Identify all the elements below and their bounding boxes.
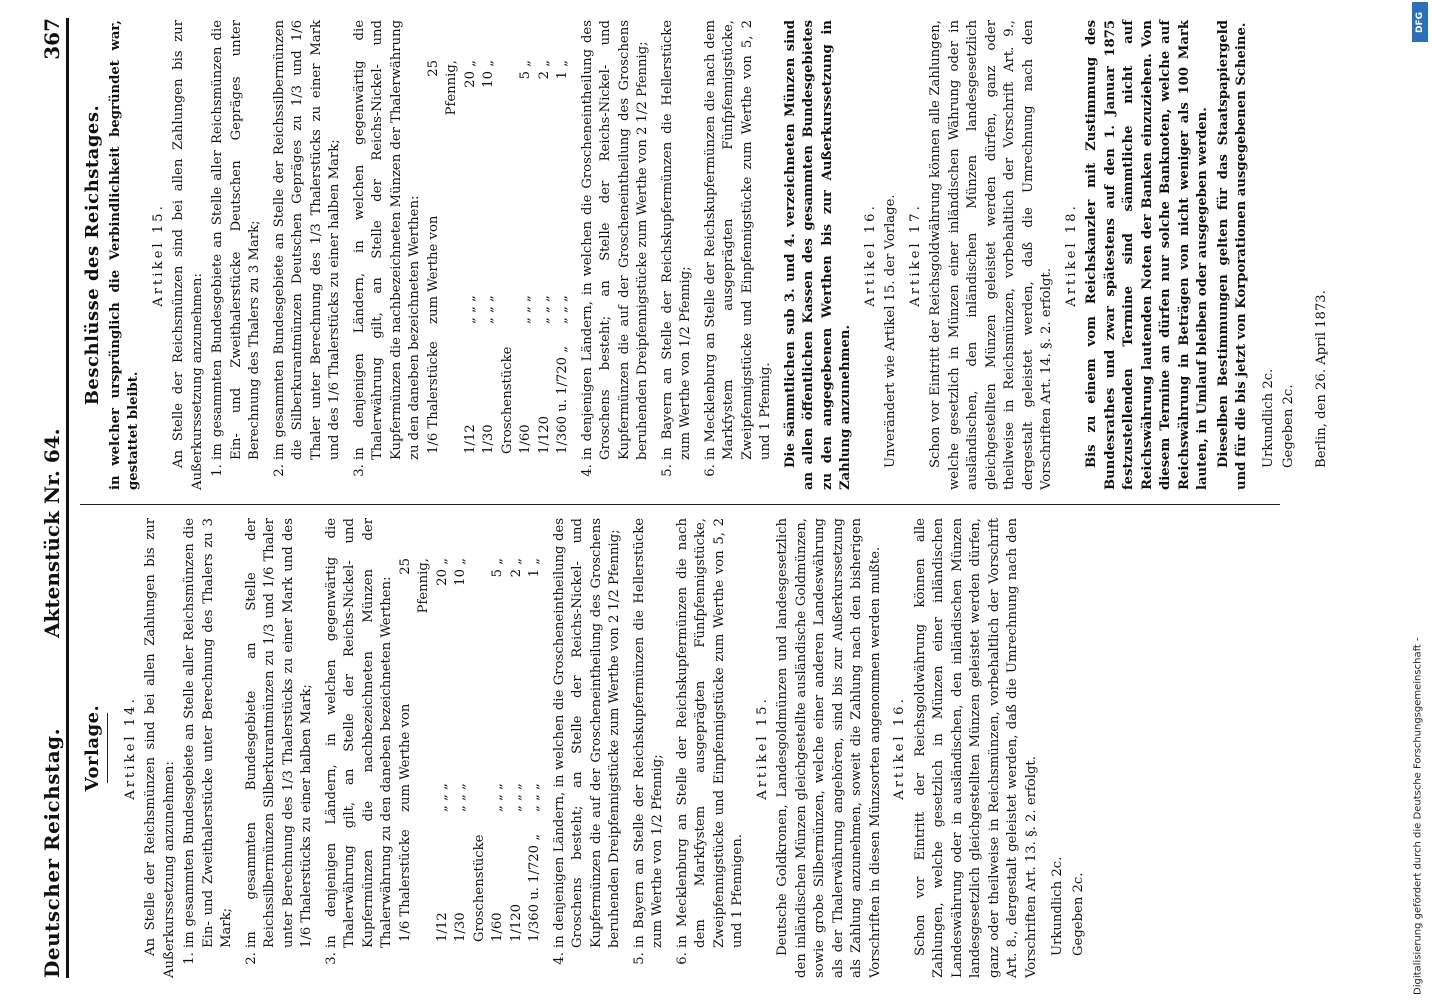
list-item: 4. in denjenigen Ländern, in welchen die Groscheneintheilung des Groschens besteht; an Stelle der Reichs-Nickel- und Kupfermünzen die auf der Groscheneintheilung des Groschens beruhenden Dreipfennigstücke zum Werthe von 2 1/2 Pfennig; (579, 20, 653, 460)
right-column-title: Beschlüsse des Reichstages. (82, 104, 103, 406)
dfg-logo-badge: DFG (1412, 2, 1428, 42)
list-item-text: in denjenigen Ländern, in welchen gegenwärtig die Thalerwährung gilt, an Stelle der Reichs-Nickel- und Kupfermünzen die nachbezeichneten Münzen der Thalerwährung zu den daneben bezeichneten Werthen: (351, 19, 422, 460)
article-text: Bis zu einem vom Reichskanzler mit Zustimmung des Bundesrathes und zwar spätestens auf den 1. Januar 1875 festzustellenden Termine sind sämmtliche nicht auf Reichswährung lautenden Noten der Banken einzuziehen. Von diesem Termine an dürfen nur solche Banknoten, welche auf Reichswährung in Beträgen von nicht weniger als 100 Mark lauten, in Umlauf bleiben oder ausgegeben werden. (1084, 20, 1210, 490)
list-item: 2. im gesammten Bundesgebiete an Stelle der Reichssilbermünzen Silberkurantmünzen zu 1/3 und 1/6 Thaler unter Berechnung des 1/3 Thalerstücks zu einer Mark und des 1/6 Thalerstücks zu einer halben Mark; (243, 518, 317, 948)
coin-row: 1/60 „ „ „ 5 „ (518, 60, 533, 454)
article-heading: Artikel 15. (150, 203, 166, 307)
title-rule (107, 713, 108, 783)
article-text: Schon vor Eintritt der Reichsgoldwährung können alle Zahlungen, welche gesetzlich in Münzen einer inländischen Währung oder in ausländischen, den inländischen Münzen landesgesetzlich gleichgestellten Münzen geleistet werden dürfen, ganz oder theilweise in Reichsmünzen, vorbehaltlich der Vorschrift Art. 9., dergestalt geleistet werden, daß die Umrechnung nach den Vorschriften Art. 14. §. 2. erfolgt. (928, 20, 1054, 490)
list-item: 6. in Mecklenburg an Stelle der Reichskupfermünzen die nach dem Markfystem ausgeprägten Fünfpfennigstücke, Zweipfennigstücke und Einpfennigstücke zum Werthe von 5, 2 und 1 Pfennig. (702, 20, 776, 460)
coin-row: 1/120 „ „ „ 2 „ (536, 60, 552, 454)
coin-row: 1/60 „ „ „ 5 „ (490, 558, 505, 942)
coin-row: 1/360 u. 1/720 „ „ „ „ 1 „ (527, 558, 542, 942)
article-heading: Artikel 16. (862, 203, 878, 307)
coin-row: 1/30 Groschenstücke „ „ „ 10 „ (453, 558, 487, 942)
page-header (40, 18, 69, 978)
list-item (351, 20, 573, 460)
coin-row: 1/120 „ „ „ 2 „ (508, 558, 524, 942)
urkundlich-line: Urkundlich 2c. (1050, 856, 1065, 956)
coin-row: 1/6 Thalerstücke zum Werthe von 25 Pfennig, (397, 558, 431, 942)
article-text: Unverändert wie Artikel 15. der Vorlage. (883, 194, 898, 468)
list-item (323, 518, 545, 948)
header-publication: Deutscher Reichstag. (40, 727, 64, 978)
article-text: Deutsche Goldkronen, Landesgoldmünzen und landesgesetzlich den inländischen Münzen gleichgestellte ausländische Goldmünzen, sowie grobe Silbermünzen, welche einer anderen Landeswährung als der Thalerwährung angehören, sind bis zur Außerkurssetzung als Zahlung anzunehmen, soweit die Zahlung nach den bisherigen Vorschriften in diesen Münzsorten angenommen werden mußte. (775, 518, 883, 978)
article-heading: Artikel 18. (1063, 203, 1079, 307)
left-column-vorlage (78, 518, 1090, 978)
article-text: Dieselben Bestimmungen gelten für das Staatspapiergeld und für die bis jetzt von Korporationen ausgegebenen Scheine. (1215, 20, 1249, 490)
right-column-beschluesse (78, 20, 1333, 490)
coin-row: 1/30 Groschenstücke „ „ „ 10 „ (481, 60, 515, 454)
article-intro: An Stelle der Reichsmünzen sind bei allen Zahlungen bis zur Außerkurssetzung anzunehmen: (143, 518, 177, 978)
left-column-title: Vorlage. (82, 704, 103, 792)
digitization-credit: Digitalisierung gefördert durch die Deutsche Forschungsgemeinschaft - (1412, 637, 1424, 995)
list-item: 2. im gesammten Bundesgebiete an Stelle der Reichssilbermünzen die Silberkurantmünzen Deutschen Gepräges zu 1/3 und 1/6 Thaler unter Berechnung des 1/3 Thalerstücks zu einer Mark und des 1/6 Thalerstücks zu einer halben Mark; (271, 20, 345, 460)
page-number: 367 (40, 18, 64, 60)
list-item: 5. in Bayern an Stelle der Reichskupfermünzen die Hellerstücke zum Werthe von 1/2 Pfennig; (631, 518, 668, 948)
list-item-text: in denjenigen Ländern, in welchen gegenwärtig die Thalerwährung gilt, an Stelle der Reichs-Nickel- und Kupfermünzen die nachbezeichneten Münzen der Thalerwährung zu den daneben bezeichneten Werthen: (323, 518, 394, 948)
list-item: 1. im gesammten Bundesgebiete an Stelle aller Reichsmünzen die Ein- und Zweithalerstücke Deutschen Gepräges unter Berechnung des Thalers zu 3 Mark; (209, 20, 265, 460)
column-divider (80, 504, 1280, 505)
lead-sentence: in welcher ursprünglich die Verbindlichkeit begründet war, gestattet bleibt. (107, 20, 141, 490)
article-heading: Artikel 15. (754, 696, 770, 800)
list-item: 4. in denjenigen Ländern, in welchen die Groscheneintheilung des Groschens besteht; an Stelle der Reichs-Nickel- und Kupfermünzen die auf der Groscheneintheilung des Groschens beruhenden Dreipfennigstücke zum Werthe von 2 1/2 Pfennig; (551, 518, 625, 948)
urkundlich-line: Urkundlich 2c. (1260, 368, 1276, 468)
article-item-list (181, 518, 748, 978)
article-intro: An Stelle der Reichsmünzen sind bei allen Zahlungen bis zur Außerkurssetzung anzunehmen: (171, 20, 205, 490)
article-heading: Artikel 14. (122, 696, 138, 800)
coin-table (425, 20, 573, 460)
list-item: 5. in Bayern an Stelle der Reichskupfermünzen die Hellerstücke zum Werthe von 1/2 Pfennig; (659, 20, 696, 460)
article-heading: Artikel 17. (907, 203, 923, 307)
coin-table (397, 518, 545, 948)
coin-row: 1/6 Thalerstücke zum Werthe von 25 Pfennig, (425, 60, 459, 454)
date-line: Berlin, den 26. April 1873. (1313, 290, 1329, 468)
article-heading: Artikel 16. (892, 696, 907, 800)
coin-row: 1/12 „ „ „ 20 „ (462, 60, 478, 454)
gegeben-line: Gegeben 2c. (1281, 384, 1296, 468)
coin-row: 1/12 „ „ „ 20 „ (434, 558, 450, 942)
list-item: 6. in Mecklenburg an Stelle der Reichskupfermünzen die nach dem Markfystem ausgeprägten Fünfpfennigstücke, Zweipfennigstücke und Einpfennigstücke zum Werthe von 5, 2 und 1 Pfennigen. (674, 518, 748, 948)
article-text: Schon vor Eintritt der Reichsgoldwährung können alle Zahlungen, welche gesetzlich in Münzen einer inländischen Landeswährung oder in ausländischen, den inländischen Münzen landesgesetzlich gleichgestellten Münzen geleistet werden dürfen, ganz oder theilweise in Reichsmünzen, vorbehaltlich der Vorschrift Art. 8., dergestalt geleistet werden, daß die Umrechnung nach den Vorschriften Art. 13. §. 2. erfolgt. (912, 518, 1039, 978)
article-item-list (209, 20, 776, 490)
gegeben-line: Gegeben 2c. (1070, 872, 1086, 956)
list-item: 1. im gesammten Bundesgebiete an Stelle aller Reichsmünzen die Ein- und Zweithalerstücke unter Berechnung des Thalers zu 3 Mark; (181, 518, 237, 948)
article-closing: Die sämmtlichen sub 3. und 4. verzeichneten Münzen sind an allen öffentlichen Kassen des gesammten Bundesgebietes zu den angegebenen Werthen bis zur Außerkurssetzung in Zahlung anzunehmen. (782, 20, 853, 490)
header-document-number: Aktenstück Nr. 64. (40, 428, 64, 638)
coin-row: 1/360 u. 1/720 „ „ „ „ 1 „ (555, 60, 570, 454)
